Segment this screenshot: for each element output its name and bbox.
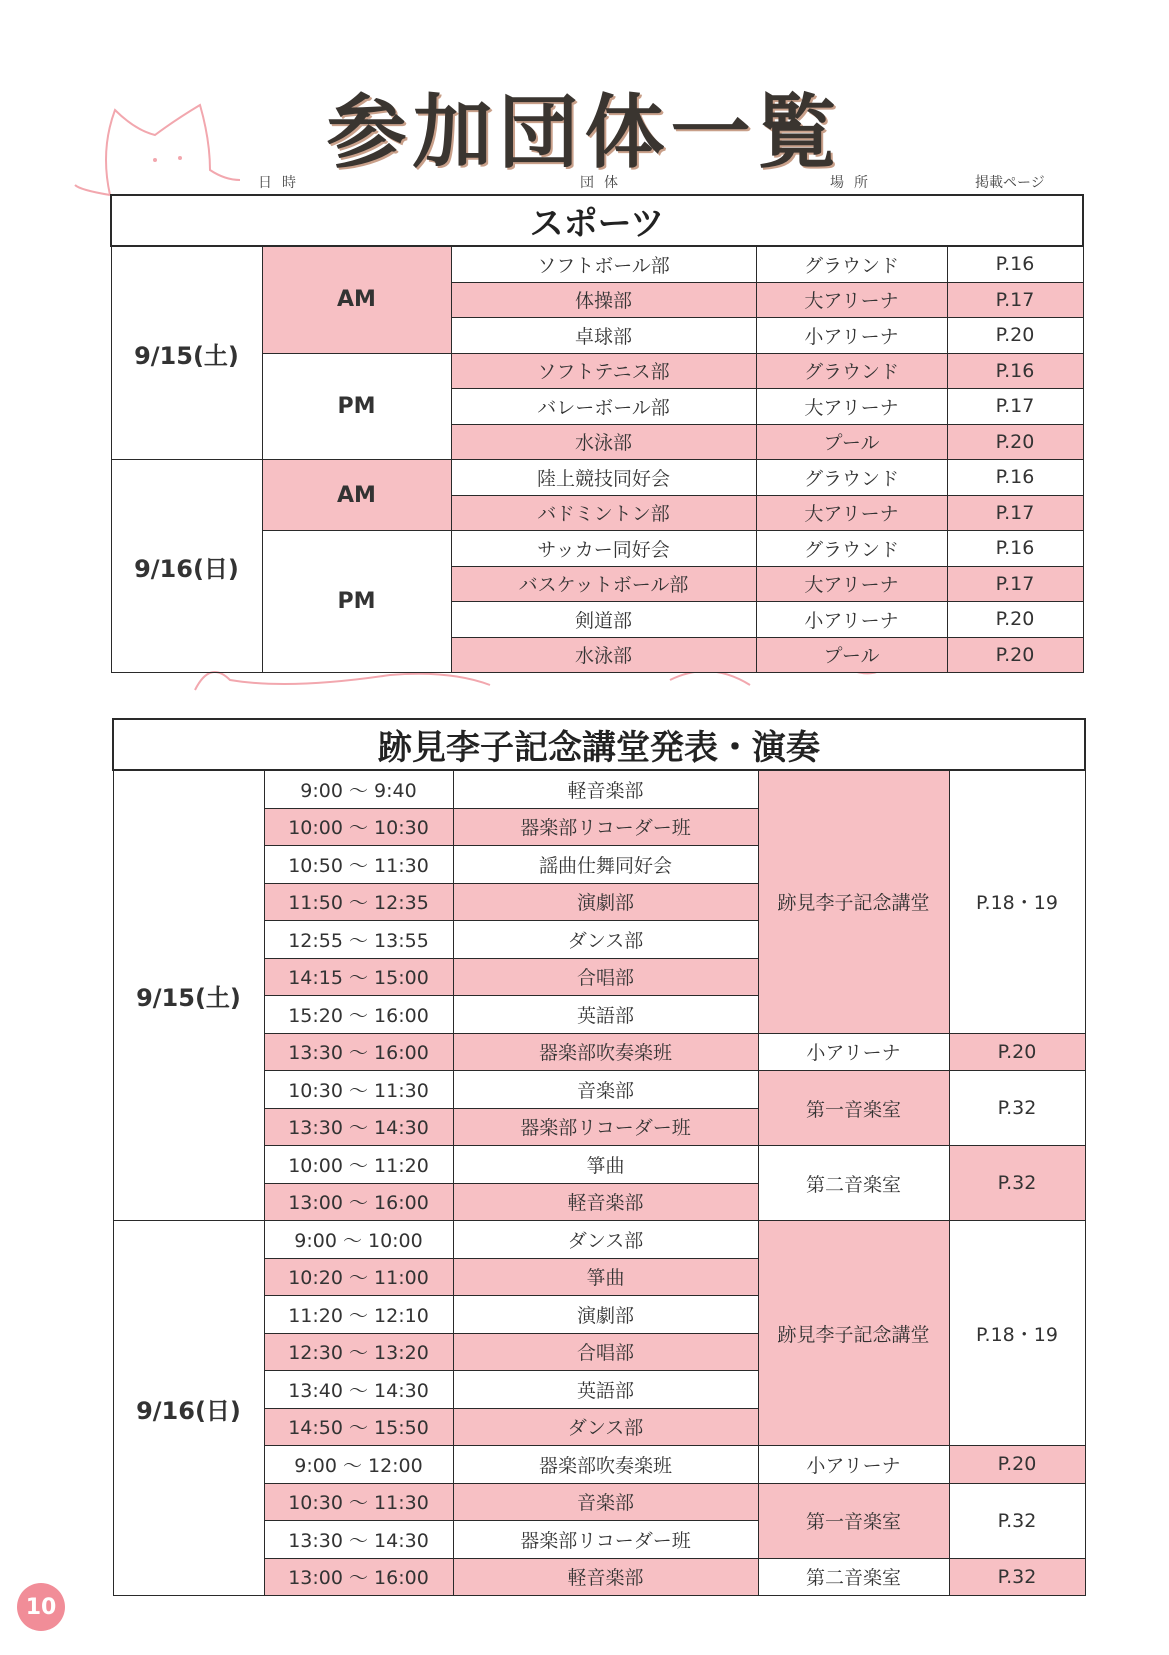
- place-cell: グラウンド: [756, 246, 947, 282]
- group-cell: 器楽部吹奏楽班: [453, 1446, 758, 1484]
- place-cell: グラウンド: [756, 460, 947, 496]
- time-cell: 13:00 〜 16:00: [264, 1183, 453, 1221]
- group-cell: ソフトボール部: [451, 246, 756, 282]
- place-cell: 大アリーナ: [756, 566, 947, 602]
- place-cell: 第二音楽室: [758, 1558, 949, 1596]
- group-cell: 陸上競技同好会: [451, 460, 756, 496]
- group-cell: 合唱部: [453, 958, 758, 996]
- place-cell: 小アリーナ: [756, 602, 947, 638]
- place-cell: 第一音楽室: [758, 1071, 949, 1146]
- time-cell: 10:00 〜 11:20: [264, 1146, 453, 1184]
- time-cell: 11:50 〜 12:35: [264, 883, 453, 921]
- stage-date-cell: 9/16(日): [113, 1221, 264, 1596]
- page-cell: P.18・19: [949, 1221, 1085, 1446]
- group-cell: 合唱部: [453, 1333, 758, 1371]
- page-cell: P.17: [947, 566, 1083, 602]
- sports-session-pm: PM: [262, 531, 451, 673]
- place-cell: プール: [756, 637, 947, 673]
- column-header-page: 掲載ページ: [975, 175, 1045, 191]
- time-cell: 12:30 〜 13:20: [264, 1333, 453, 1371]
- time-cell: 10:20 〜 11:00: [264, 1258, 453, 1296]
- page-cell: P.32: [949, 1558, 1085, 1596]
- time-cell: 13:30 〜 16:00: [264, 1033, 453, 1071]
- page-cell: P.16: [947, 246, 1083, 282]
- group-cell: ソフトテニス部: [451, 353, 756, 389]
- time-cell: 10:30 〜 11:30: [264, 1071, 453, 1109]
- group-cell: ダンス部: [453, 1408, 758, 1446]
- page-cell: P.20: [947, 318, 1083, 354]
- group-cell: 卓球部: [451, 318, 756, 354]
- group-cell: 音楽部: [453, 1071, 758, 1109]
- column-header-group: 団体: [580, 175, 628, 191]
- place-cell: 跡見李子記念講堂: [758, 1221, 949, 1446]
- time-cell: 10:00 〜 10:30: [264, 808, 453, 846]
- group-cell: バスケットボール部: [451, 566, 756, 602]
- page-cell: P.20: [949, 1446, 1085, 1484]
- group-cell: 軽音楽部: [453, 1183, 758, 1221]
- place-cell: 第一音楽室: [758, 1483, 949, 1558]
- page-number-badge: 10: [17, 1583, 65, 1631]
- group-cell: 演劇部: [453, 1296, 758, 1334]
- time-cell: 11:20 〜 12:10: [264, 1296, 453, 1334]
- page-cell: P.16: [947, 353, 1083, 389]
- page-cell: P.20: [947, 637, 1083, 673]
- place-cell: 小アリーナ: [758, 1446, 949, 1484]
- group-cell: 箏曲: [453, 1146, 758, 1184]
- group-cell: 英語部: [453, 1371, 758, 1409]
- group-cell: 体操部: [451, 282, 756, 318]
- group-cell: 水泳部: [451, 637, 756, 673]
- group-cell: ダンス部: [453, 1221, 758, 1259]
- place-cell: 大アリーナ: [756, 495, 947, 531]
- stage-section-title: 跡見李子記念講堂発表・演奏: [113, 719, 1085, 770]
- place-cell: 第二音楽室: [758, 1146, 949, 1221]
- group-cell: 軽音楽部: [453, 1558, 758, 1596]
- sports-date-cell: 9/16(日): [111, 460, 262, 673]
- time-cell: 13:00 〜 16:00: [264, 1558, 453, 1596]
- page-cell: P.32: [949, 1146, 1085, 1221]
- group-cell: 器楽部リコーダー班: [453, 1108, 758, 1146]
- time-cell: 12:55 〜 13:55: [264, 921, 453, 959]
- page-cell: P.16: [947, 531, 1083, 567]
- time-cell: 15:20 〜 16:00: [264, 996, 453, 1034]
- group-cell: 英語部: [453, 996, 758, 1034]
- page-cell: P.20: [947, 602, 1083, 638]
- place-cell: 小アリーナ: [756, 318, 947, 354]
- group-cell: 音楽部: [453, 1483, 758, 1521]
- group-cell: サッカー同好会: [451, 531, 756, 567]
- page-cell: P.17: [947, 495, 1083, 531]
- page-cell: P.18・19: [949, 770, 1085, 1033]
- page-cell: P.16: [947, 460, 1083, 496]
- sports-session-am: AM: [262, 246, 451, 353]
- group-cell: ダンス部: [453, 921, 758, 959]
- group-cell: バレーボール部: [451, 389, 756, 425]
- page-cell: P.17: [947, 282, 1083, 318]
- group-cell: 演劇部: [453, 883, 758, 921]
- group-cell: 水泳部: [451, 424, 756, 460]
- page-title: 参加団体一覧: [326, 86, 843, 179]
- column-header-place: 場所: [830, 175, 878, 191]
- time-cell: 9:00 〜 9:40: [264, 770, 453, 808]
- group-cell: 謡曲仕舞同好会: [453, 846, 758, 884]
- time-cell: 10:50 〜 11:30: [264, 846, 453, 884]
- sports-session-am: AM: [262, 460, 451, 531]
- group-cell: 箏曲: [453, 1258, 758, 1296]
- time-cell: 9:00 〜 12:00: [264, 1446, 453, 1484]
- page-cell: P.20: [949, 1033, 1085, 1071]
- sports-session-pm: PM: [262, 353, 451, 460]
- page-cell: P.32: [949, 1483, 1085, 1558]
- page-cell: P.32: [949, 1071, 1085, 1146]
- time-cell: 14:50 〜 15:50: [264, 1408, 453, 1446]
- stage-table: [112, 718, 1086, 1596]
- place-cell: グラウンド: [756, 353, 947, 389]
- place-cell: グラウンド: [756, 531, 947, 567]
- place-cell: 跡見李子記念講堂: [758, 770, 949, 1033]
- place-cell: プール: [756, 424, 947, 460]
- time-cell: 9:00 〜 10:00: [264, 1221, 453, 1259]
- group-cell: 剣道部: [451, 602, 756, 638]
- sports-table: [110, 194, 1084, 673]
- sports-date-cell: 9/15(土): [111, 246, 262, 460]
- group-cell: 器楽部リコーダー班: [453, 808, 758, 846]
- place-cell: 小アリーナ: [758, 1033, 949, 1071]
- group-cell: バドミントン部: [451, 495, 756, 531]
- time-cell: 13:30 〜 14:30: [264, 1108, 453, 1146]
- group-cell: 器楽部リコーダー班: [453, 1521, 758, 1559]
- page-cell: P.17: [947, 389, 1083, 425]
- stage-date-cell: 9/15(土): [113, 770, 264, 1221]
- sports-section-title: スポーツ: [111, 195, 1083, 246]
- place-cell: 大アリーナ: [756, 282, 947, 318]
- page-cell: P.20: [947, 424, 1083, 460]
- column-header-date: 日時: [258, 175, 306, 191]
- time-cell: 13:30 〜 14:30: [264, 1521, 453, 1559]
- place-cell: 大アリーナ: [756, 389, 947, 425]
- group-cell: 器楽部吹奏楽班: [453, 1033, 758, 1071]
- time-cell: 14:15 〜 15:00: [264, 958, 453, 996]
- group-cell: 軽音楽部: [453, 770, 758, 808]
- time-cell: 10:30 〜 11:30: [264, 1483, 453, 1521]
- time-cell: 13:40 〜 14:30: [264, 1371, 453, 1409]
